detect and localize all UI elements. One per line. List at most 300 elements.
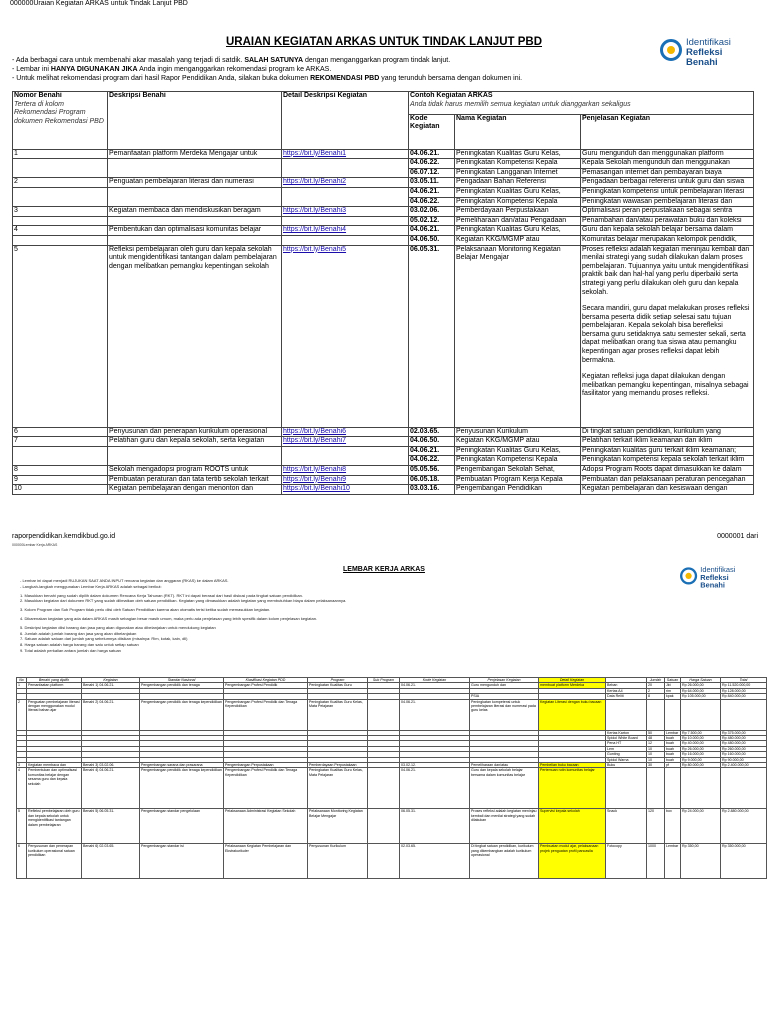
- benahi-b-link-5-cell: [282, 475, 409, 485]
- lkk-cell-jml: 10: [647, 752, 665, 757]
- benahi-a-link-5-cell: [282, 197, 409, 207]
- benahi-b-link-6[interactable]: https://bit.ly/Benahi10: [283, 485, 350, 493]
- lkk-cell-penj: Guru mengunduh dan: [470, 683, 539, 688]
- lkk-cell-total: [721, 768, 767, 809]
- nama-kegiatan-cell: Peningkatan Kualitas Guru Kelas,: [455, 226, 581, 236]
- benahi-5-link-cell: [282, 245, 409, 427]
- lkk-cell-item: Data Reliti: [606, 694, 647, 699]
- lkk-cell-prog: Peningkatan Kualitas Guru Kelas, Mata Pelajaran: [308, 768, 368, 809]
- header-nomor-label: Nomor Benahi: [14, 92, 62, 99]
- lkk-cell-sat: [665, 699, 681, 730]
- deskripsi-cell: Sekolah mengadopsi program ROOTS untuk: [108, 465, 282, 475]
- lkk-cell-sat: Lembar: [665, 844, 681, 879]
- lkk-cell-harga: Rp 24.000,00: [681, 809, 721, 844]
- benahi-b-link-1[interactable]: https://bit.ly/Benahi7: [283, 437, 347, 445]
- header-penjelasan: Penjelasan Kegiatan: [581, 114, 754, 149]
- lkk-cell-benahi: Penguatan pembelajaran literasi dengan menggunakan modul literasi bahan ajar: [27, 699, 82, 730]
- benahi-a-link-4-cell: [282, 187, 409, 197]
- uraian-kegiatan-table: [12, 91, 754, 495]
- lkk-cell-klas: Pengembangan Perpustakaan: [224, 763, 308, 768]
- lkk-cell-benahi: Refleksi pembelajaran oleh guru dan kepala sekolah untuk mengidentifikasi tantangan dalam pembelajaran: [27, 809, 82, 844]
- lkk-header-cell: Detail Kegiatan: [539, 678, 606, 683]
- lkk-cell-jml: 12: [647, 741, 665, 746]
- lkk-cell-harga: Rp 26.000,00: [681, 683, 721, 688]
- kode-cell: 04.06.21.: [409, 187, 455, 197]
- lkk-cell-jml: 2: [647, 688, 665, 693]
- header-kode: Kode Kegiatan: [409, 114, 455, 149]
- penjelasan-cell: Peningkatan kualitas guru terkait iklim keamanan;: [581, 446, 754, 456]
- header-contoh-label: Contoh Kegiatan ARKAS: [410, 92, 493, 99]
- lkk-cell-no: 4: [17, 768, 27, 809]
- lkk-cell-prog: Peningkatan Kualitas Guru Kelas, Mata Pelajaran: [308, 699, 368, 730]
- lkk-cell-item: Beban: [606, 683, 647, 688]
- kode-cell: 05.05.56.: [409, 465, 455, 475]
- lkk-cell-item: [606, 768, 647, 809]
- lkk-cell-no: 2: [17, 699, 27, 730]
- lkk-cell-item: Spidol Warna: [606, 757, 647, 762]
- lkk-cell-item: Pena HT: [606, 741, 647, 746]
- lkk-cell-jml: 8: [647, 694, 665, 699]
- lkk-cell-prog: Pemberdayaan Perpustakaan: [308, 763, 368, 768]
- lkk-cell-sub: [368, 699, 400, 730]
- lembar-kerja-table: [16, 677, 767, 879]
- table-row: [13, 149, 754, 159]
- nama-kegiatan-cell: Pengadaan Bahan Referensi: [455, 178, 581, 188]
- penjelasan-cell: Pelatihan terkait iklim keamanan dan iklim: [581, 437, 754, 447]
- note-3: - Untuk melihat rekomendasi program dari hasil Rapor Pendidikan Anda, silakan buka dokumen REKOMENDASI PBD yang terunduh bersama dengan dokumen ini.: [12, 75, 523, 82]
- penjelasan-cell: Pemasangan internet dan pembayaran biaya: [581, 168, 754, 178]
- benahi-a-link-0-cell: [282, 149, 409, 159]
- penjelasan-cell: Peningkatan kompetensi kepala sekolah terkait iklim: [581, 456, 754, 466]
- nomor-cell: 5: [13, 245, 108, 427]
- nomor-cell: [13, 456, 108, 466]
- page-title: URAIAN KEGIATAN ARKAS UNTUK TINDAK LANJUT PBD: [225, 36, 543, 48]
- lkk-cell-det: Supervisi kepala sekolah: [539, 809, 606, 844]
- lkk-header-cell: Total: [721, 678, 767, 683]
- lkk-cell-harga: Rp 10.000,00: [681, 736, 721, 741]
- lkk-row: [17, 768, 767, 809]
- lkk-cell-kode: 06.05.31.: [400, 809, 470, 844]
- lkk-cell-keg: Benahi 5) 06.05.31.: [82, 809, 140, 844]
- nama-kegiatan-cell: Pemeliharaan dan/atau Pengadaan: [455, 216, 581, 226]
- header-contoh-note: Anda tidak harus memilih semua kegiatan untuk dianggarkan sekaligus: [410, 100, 631, 108]
- page2-note: 8. Harga satuan adalah harga barang dan satu untuk setiap satuan: [20, 642, 139, 648]
- deskripsi-cell: Pelatihan guru dan kepala sekolah, serta kegiatan: [108, 437, 282, 447]
- lkk-header-cell: Kode Kegiatan: [400, 678, 470, 683]
- lkk-cell-item: Buku: [606, 763, 647, 768]
- logo-line-3: Benahi: [686, 57, 718, 68]
- lkk-cell-sat: buah: [665, 752, 681, 757]
- lkk-cell-harga: [681, 768, 721, 809]
- lkk-cell-item: Spidol White Board: [606, 736, 647, 741]
- deskripsi-cell: [108, 159, 282, 169]
- lkk-cell-kode: 04.06.21.: [400, 768, 470, 809]
- lkk-cell-total: Rp 90.000,00: [721, 757, 767, 762]
- penjelasan-paragraph: Proses refleksi adalah kegiatan meninjau kembali dan menilai strategi yang sudah dilakukan dalam proses pembelajaran. Tujuannya yaitu untuk mengidentifikasi praktik baik dan hal-hal yang perlu diperbaiki serta strategi yang perlu dilakukan oleh guru dan kepala sekolah.: [582, 245, 750, 296]
- kode-cell: 06.07.12.: [409, 168, 455, 178]
- lkk-header-cell: No: [17, 678, 27, 683]
- nomor-cell: 1: [13, 149, 108, 159]
- penjelasan-cell: Adopsi Program Roots dapat dimasukkan ke dalam: [581, 465, 754, 475]
- benahi-b-link-4[interactable]: https://bit.ly/Benahi8: [283, 465, 347, 473]
- table-row: [13, 187, 754, 197]
- nama-kegiatan-cell: Pemberdayaan Perpustakaan: [455, 207, 581, 217]
- kode-cell: 06.05.31.: [409, 245, 455, 427]
- benahi-b-link-3-cell: [282, 456, 409, 466]
- lkk-cell-klas: Pengembangan Profesi Pendidik: [224, 683, 308, 688]
- lkk-cell-harga: Rp 9.000,00: [681, 757, 721, 762]
- lkk-cell-item: Gunting: [606, 752, 647, 757]
- penjelasan-cell: [581, 245, 754, 427]
- lkk-cell-item: [606, 699, 647, 730]
- lkk-cell-penj: PSIA: [470, 694, 539, 699]
- lkk-cell-jml: 1000: [647, 844, 665, 879]
- lkk-cell-det: Kegiatan Literasi dengan buku bacaan: [539, 699, 606, 730]
- lkk-cell-sat: kpak: [665, 694, 681, 699]
- lkk-cell-harga: Rp 80.000,00: [681, 763, 721, 768]
- identifikasi-refleksi-benahi-logo: [660, 36, 755, 68]
- header-deskripsi: Deskripsi Benahi: [108, 92, 282, 150]
- lkk-row: [17, 699, 767, 730]
- lkk-cell-det: Pembelian buku bacaan: [539, 763, 606, 768]
- lkk-cell-item: Lem: [606, 746, 647, 751]
- nama-kegiatan-cell: Peningkatan Kualitas Guru Kelas,: [455, 446, 581, 456]
- lkk-cell-jml: 10: [647, 746, 665, 751]
- page2-note: 5. Deskripsi kegiatan diisi barang dan jasa yang akan digunakan atau dibelanjakan untuk mendukung kegiatan: [20, 624, 216, 630]
- lkk-header-cell: Sub Program: [368, 678, 400, 683]
- page2-note: - Langkah-langkah menggunakan Lembar Kerja ARKAS adalah sebagai berikut:: [20, 583, 162, 589]
- lkk-cell-std: Pengembangan standar pengelolaan: [140, 809, 224, 844]
- deskripsi-cell: Kegiatan pembelajaran dengan menonton dan: [108, 485, 282, 495]
- header-contoh: [409, 92, 754, 115]
- nomor-cell: 2: [13, 178, 108, 188]
- penjelasan-cell: Komunitas belajar merupakan kelompok pendidik,: [581, 235, 754, 245]
- header-nama: Nama Kegiatan: [455, 114, 581, 149]
- penjelasan-cell: Optimalisasi peran perpustakaan sebagai sentra: [581, 207, 754, 217]
- deskripsi-cell: [108, 456, 282, 466]
- logo-line-2: Refleksi: [700, 573, 729, 583]
- lkk-cell-sat: buah: [665, 757, 681, 762]
- lkk-cell-prog: Peningkatan Kualitas Guru: [308, 683, 368, 688]
- lkk-cell-klas: Pelaksanaan Kegiatan Pembelajaran dan Ekstrakurikuler: [224, 844, 308, 879]
- table-row: [13, 465, 754, 475]
- lkk-cell-kode: 02.03.65.: [400, 844, 470, 879]
- kode-cell: 04.06.22.: [409, 159, 455, 169]
- kode-cell: 04.06.21.: [409, 446, 455, 456]
- nama-kegiatan-cell: Peningkatan Kualitas Guru Kelas,: [455, 149, 581, 159]
- page2-note: 2. Masukkan kegiatan dari dokumen RKT yang sudah dilimatkan oleh satuan pendidikan. Kegiatan yang dimasukkan adalah kegiatan yang membutuhkan biaya dalam pelaksanaannya.: [20, 598, 347, 604]
- table-header-row: [13, 92, 754, 115]
- lkk-cell-total: Rp 160.000,00: [721, 752, 767, 757]
- page2-note: 9. Total adalah perkalian antara jumlah dan harga satuan: [20, 647, 121, 653]
- lkk-cell-item: Kertas A4: [606, 688, 647, 693]
- table-row: [13, 475, 754, 485]
- kode-cell: 02.03.65.: [409, 427, 455, 437]
- lkk-cell-total: Rp 350.000,00: [721, 844, 767, 879]
- lkk-cell-sat: Jkt: [665, 683, 681, 688]
- deskripsi-cell: [108, 197, 282, 207]
- kode-cell: 05.02.12.: [409, 216, 455, 226]
- deskripsi-cell: [108, 446, 282, 456]
- lkk-cell-klas: Pengembangan Profesi Pendidik dan Tenaga Kependidikan: [224, 768, 308, 809]
- logo-circle-icon: [680, 567, 697, 584]
- penjelasan-paragraph: Secara mandiri, guru dapat melakukan proses refleksi bersama peserta didik setiap selesai satu tujuan pembelajaran. Kepala sekolah bisa berefleksi bersama guru setidaknya satu semester sekali, serta dapat melibatkan orang tua siswa atau pemangku kepentingan agar proses refleksi dapat lebih bermakna.: [582, 305, 750, 364]
- benahi-b-link-0-cell: [282, 427, 409, 437]
- benahi-b-link-1-cell: [282, 437, 409, 447]
- lkk-cell-keg: Benahi 4) 04.06.21.: [82, 768, 140, 809]
- benahi-b-link-2-cell: [282, 446, 409, 456]
- benahi-a-link-9-cell: [282, 235, 409, 245]
- lkk-cell-jml: 48: [647, 736, 665, 741]
- deskripsi-cell: [108, 168, 282, 178]
- kode-cell: 04.06.22.: [409, 197, 455, 207]
- table-row: [13, 226, 754, 236]
- nomor-cell: 9: [13, 475, 108, 485]
- lkk-header-cell: Kegiatan: [82, 678, 140, 683]
- deskripsi-cell: [108, 216, 282, 226]
- lkk-cell-harga: Rp 26.000,00: [681, 746, 721, 751]
- benahi-a-link-2-cell: [282, 168, 409, 178]
- lkk-cell-penj: Proses refleksi adalah kegiatan meninjau kembali dan menilai strategi yang sudah dilakukan: [470, 809, 539, 844]
- penjelasan-cell: Peningkatan wawasan pembelajaran literasi dan: [581, 197, 754, 207]
- kode-cell: 03.02.06.: [409, 207, 455, 217]
- deskripsi-cell: [108, 235, 282, 245]
- lkk-cell-penj: Pemeliharaan dan/atau: [470, 763, 539, 768]
- penjelasan-cell: Pengadaan berbagai referensi untuk guru dan siswa: [581, 178, 754, 188]
- lkk-cell-total: Rp 128.000,00: [721, 688, 767, 693]
- lkk-cell-harga: Rp 7.500,00: [681, 730, 721, 735]
- lkk-cell-det: membuat platform Merdeka: [539, 683, 606, 688]
- page2-note: 3. Kolom Program dan Sub Program tidak perlu diisi oleh Satuan Pendidikan karena akan otomatis terisi ketika sudah memasukkan kegiatan.: [20, 607, 271, 613]
- lkk-row: [17, 809, 767, 844]
- lkk-cell-sat: rim: [665, 688, 681, 693]
- lkk-header-cell: Benahi yang dipilih: [27, 678, 82, 683]
- footer-url: raporpendidikan.kemdikbud.go.id: [12, 533, 116, 540]
- benahi-a-link-1-cell: [282, 159, 409, 169]
- lkk-header-cell: Klasifikasi Kegiatan PDD: [224, 678, 308, 683]
- lkk-cell-keg: Benahi 1) 04.06.21.: [82, 683, 140, 688]
- lkk-cell-item: Fotocopy: [606, 844, 647, 879]
- footer-page-number: 0000001 dari: [717, 533, 758, 540]
- table-row: [13, 207, 754, 217]
- lkk-cell-std: Pengembangan pendidik dan tenaga kependidikan: [140, 699, 224, 730]
- lkk-cell-sat: buah: [665, 741, 681, 746]
- header-detail: Detail Deskripsi Kegiatan: [282, 92, 409, 150]
- penjelasan-cell: Penambahan dan/atau perawatan buku dan koleksi: [581, 216, 754, 226]
- kode-cell: 04.06.22.: [409, 456, 455, 466]
- header-nomor-note: Tertera di kolom Rekomendasi Program dokumen Rekomendasi PBD: [14, 100, 104, 125]
- table-row: [13, 446, 754, 456]
- deskripsi-cell: Refleksi pembelajaran oleh guru dan kepala sekolah untuk mengidentifikasi tantangan dalam pembelajaran dengan melibatkan pemangku kepentingan sekolah: [108, 245, 282, 427]
- nomor-cell: [13, 446, 108, 456]
- logo-line-1: Identifikasi: [686, 37, 731, 48]
- penjelasan-cell: Guru mengunduh dan menggunakan platform: [581, 149, 754, 159]
- lkk-cell-harga: Rp 16.000,00: [681, 752, 721, 757]
- lkk-cell-no: 3: [17, 763, 27, 768]
- table-row-5: [13, 245, 754, 427]
- lkk-cell-benahi: Penyusunan dan penerapan kurikulum operasional satuan pendidikan: [27, 844, 82, 879]
- page2-note: 4. Dikarenakan kegiatan yang ada dalam ARKAS masih sebagian besar masih umum, maka perlu ada penjelasan yang lebih spesifik dalam kolom penjelasan kegiatan.: [20, 615, 318, 621]
- lkk-cell-sub: [368, 809, 400, 844]
- lkk-cell-benahi: Kegiatan membaca dan: [27, 763, 82, 768]
- lkk-cell-sat: pf: [665, 763, 681, 768]
- lkk-cell-jml: [647, 768, 665, 809]
- lkk-cell-total: Rp 840.000,00: [721, 694, 767, 699]
- lkk-cell-keg: Benahi 6) 02.03.65.: [82, 844, 140, 879]
- lkk-cell-total: Rp 260.000,00: [721, 746, 767, 751]
- lkk-cell-harga: Rp 40.000,00: [681, 741, 721, 746]
- table-row: [13, 456, 754, 466]
- nomor-cell: [13, 216, 108, 226]
- lkk-header-cell: Penjelasan Kegiatan: [470, 678, 539, 683]
- lkk-cell-total: Rp 11.520.000,00: [721, 683, 767, 688]
- lkk-header-cell: Satuan: [665, 678, 681, 683]
- nama-kegiatan-cell: Pengembangan Sekolah Sehat,: [455, 465, 581, 475]
- page2-logo: [680, 565, 736, 590]
- penjelasan-paragraph: Kegiatan refleksi juga dapat dilakukan dengan melibatkan pemangku kepentingan, misalnya sebagai fasilitator yang memandu proses refleksi.: [582, 373, 749, 398]
- page2-note: - Lembar ini dapat menjadi RUJUKAN SAAT ANDA INPUT rencana kegiatan dan anggaran (RKAS) ke dalam ARKAS.: [20, 578, 229, 583]
- deskripsi-cell: Penyusunan dan penerapan kurikulum operasional: [108, 427, 282, 437]
- benahi-a-link-8-cell: [282, 226, 409, 236]
- table-row: [13, 485, 754, 495]
- nama-kegiatan-cell: Pelaksanaan Monitoring Kegiatan Belajar Mengajar: [455, 245, 581, 427]
- nomor-cell: 7: [13, 437, 108, 447]
- lkk-cell-klas: Pengembangan Profesi Pendidik dan Tenaga Kependidikan: [224, 699, 308, 730]
- lkk-cell-sat: buah: [665, 746, 681, 751]
- benahi-b-link-4-cell: [282, 465, 409, 475]
- lkk-cell-klas: Pelaksanaan Administrasi Kegiatan Sekolah: [224, 809, 308, 844]
- lkk-cell-benahi: Pembentukan dan optimalisasi komunitas belajar dengan sesama guru dan kepala sekolah: [27, 768, 82, 809]
- lkk-cell-total: Rp 375.000,00: [721, 730, 767, 735]
- lkk-cell-kode: 04.06.21.: [400, 683, 470, 688]
- benahi-b-link-0[interactable]: https://bit.ly/Benahi6: [283, 427, 347, 435]
- instruction-notes: [12, 56, 522, 83]
- lkk-cell-penj: Peningkatan kompetensi untuk pembelajaran literasi dan numerasi pada guru kelas: [470, 699, 539, 730]
- penjelasan-cell: Kepala Sekolah mengunduh dan menggunakan: [581, 159, 754, 169]
- benahi-a-link-6[interactable]: https://bit.ly/Benahi3: [283, 207, 347, 215]
- lkk-cell-prog: Penyusunan Kurikulum: [308, 844, 368, 879]
- table-row: [13, 159, 754, 169]
- lkk-cell-kode: 04.06.21.: [400, 699, 470, 730]
- table-row: [13, 216, 754, 226]
- lkk-cell-sat: buah: [665, 736, 681, 741]
- lkk-cell-kode: 03.02.12.: [400, 763, 470, 768]
- lkk-cell-total: [721, 699, 767, 730]
- header-nomor: [13, 92, 108, 150]
- lkk-header-cell: Harga Satuan: [681, 678, 721, 683]
- nomor-cell: [13, 235, 108, 245]
- benahi-a-link-0[interactable]: https://bit.ly/Benahi1: [283, 149, 347, 157]
- nama-kegiatan-cell: Peningkatan Kompetensi Kepala: [455, 197, 581, 207]
- nomor-cell: [13, 187, 108, 197]
- lkk-cell-jml: 50: [647, 730, 665, 735]
- benahi-b-link-5[interactable]: https://bit.ly/Benahi9: [283, 475, 347, 483]
- deskripsi-cell: Pembuatan peraturan dan tata tertib sekolah terkait: [108, 475, 282, 485]
- penjelasan-cell: Di tingkat satuan pendidikan, kurikulum yang: [581, 427, 754, 437]
- nomor-cell: [13, 159, 108, 169]
- lkk-cell-item: Snack: [606, 809, 647, 844]
- benahi-a-link-3[interactable]: https://bit.ly/Benahi2: [283, 178, 347, 186]
- page2-title: LEMBAR KERJA ARKAS: [343, 566, 425, 573]
- lkk-cell-total: Rp 2.880.000,00: [721, 809, 767, 844]
- nama-kegiatan-cell: Kegiatan KKG/MGMP atau: [455, 437, 581, 447]
- kode-cell: 03.03.16.: [409, 485, 455, 495]
- lkk-cell-jml: 20: [647, 683, 665, 688]
- nama-kegiatan-cell: Pengembangan Pendidikan: [455, 485, 581, 495]
- lkk-cell-harga: Rp 64.000,00: [681, 688, 721, 693]
- benahi-5-link[interactable]: https://bit.ly/Benahi5: [283, 245, 347, 253]
- lkk-cell-harga: Rp 105.000,00: [681, 694, 721, 699]
- lkk-header-cell: Program: [308, 678, 368, 683]
- lkk-cell-keg: Benahi 3) 03.02.06.: [82, 763, 140, 768]
- nomor-cell: 10: [13, 485, 108, 495]
- penjelasan-cell: Peningkatan kompetensi untuk pembelajaran literasi: [581, 187, 754, 197]
- table-row: [13, 437, 754, 447]
- penjelasan-cell: Guru dan kepala sekolah belajar bersama dalam: [581, 226, 754, 236]
- lkk-cell-jml: 10: [647, 757, 665, 762]
- lkk-cell-std: Pengembangan sarana dan prasarana: [140, 763, 224, 768]
- document-header: 000000Uraian Kegiatan ARKAS untuk Tindak Lanjut PBD: [10, 0, 188, 7]
- nomor-cell: 6: [13, 427, 108, 437]
- nomor-cell: 3: [13, 207, 108, 217]
- lkk-cell-jml: [647, 699, 665, 730]
- note-2: - Lembar ini HANYA DIGUNAKAN JIKA Anda ingin menganggarkan rekomendasi program ke ARKAS.: [12, 66, 332, 73]
- benahi-a-link-7-cell: [282, 216, 409, 226]
- nama-kegiatan-cell: Peningkatan Langganan Internet: [455, 168, 581, 178]
- deskripsi-cell: Pembentukan dan optimalisasi komunitas belajar: [108, 226, 282, 236]
- lkk-cell-det: Pertemuan rutin komunitas belajar: [539, 768, 606, 809]
- benahi-a-link-3-cell: [282, 178, 409, 188]
- kode-cell: 04.06.21.: [409, 149, 455, 159]
- nama-kegiatan-cell: Peningkatan Kompetensi Kepala: [455, 159, 581, 169]
- table-row: [13, 235, 754, 245]
- lkk-cell-sat: box: [665, 809, 681, 844]
- lkk-cell-harga: [681, 699, 721, 730]
- lkk-cell-no: 6: [17, 844, 27, 879]
- penjelasan-cell: Kegiatan pembelajaran dan kesiswaan dengan: [581, 485, 754, 495]
- benahi-b-link-6-cell: [282, 485, 409, 495]
- lkk-cell-std: Pengembangan pendidik dan tenaga kependidikan: [140, 768, 224, 809]
- nomor-cell: [13, 197, 108, 207]
- note-1: - Ada berbagai cara untuk membenahi akar masalah yang terjadi di satdik. SALAH SATUNYA dengan menganggarkan program tindak lanjut.: [12, 57, 451, 64]
- page2-note: 6. Jumlah adalah jumlah barang dan jasa yang akan dibelanjakan: [20, 630, 137, 636]
- lkk-cell-no: 5: [17, 809, 27, 844]
- logo-circle-icon: [660, 39, 682, 61]
- logo-line-3: Benahi: [700, 581, 725, 590]
- deskripsi-cell: Pemanfaatan platform Merdeka Mengajar untuk: [108, 149, 282, 159]
- lkk-cell-total: Rp 480.000,00: [721, 741, 767, 746]
- lkk-cell-sub: [368, 844, 400, 879]
- nama-kegiatan-cell: Peningkatan Kualitas Guru Kelas,: [455, 187, 581, 197]
- lkk-cell-std: Pengembangan pendidik dan tenaga: [140, 683, 224, 688]
- lkk-cell-sat: [665, 768, 681, 809]
- kode-cell: 03.05.11.: [409, 178, 455, 188]
- lkk-cell-benahi: Pemanfaatan platform: [27, 683, 82, 688]
- nomor-cell: 8: [13, 465, 108, 475]
- kode-cell: 06.05.18.: [409, 475, 455, 485]
- logo-line-1: Identifikasi: [700, 565, 736, 575]
- lkk-cell-det: Pembuatan modul ajar, pelaksanaan projek penguatan profil pancasila: [539, 844, 606, 879]
- lkk-cell-std: Pengembangan standar isi: [140, 844, 224, 879]
- nama-kegiatan-cell: Peningkatan Kompetensi Kepala: [455, 456, 581, 466]
- lkk-cell-penj: Di tingkat satuan pendidikan, kurikulum yang dikembangkan adalah kurikulum operasional: [470, 844, 539, 879]
- lkk-cell-item: Kertas Karton: [606, 730, 647, 735]
- page2-note: 7. Satuan adalah satuan dari jumlah yang sebelumnya diisikan (misalnya: Rim, kotak, kain, dll): [20, 636, 188, 642]
- benahi-a-link-6-cell: [282, 207, 409, 217]
- benahi-a-link-8[interactable]: https://bit.ly/Benahi4: [283, 226, 347, 234]
- lkk-row: [17, 844, 767, 879]
- lkk-cell-keg: Benahi 2) 04.06.21.: [82, 699, 140, 730]
